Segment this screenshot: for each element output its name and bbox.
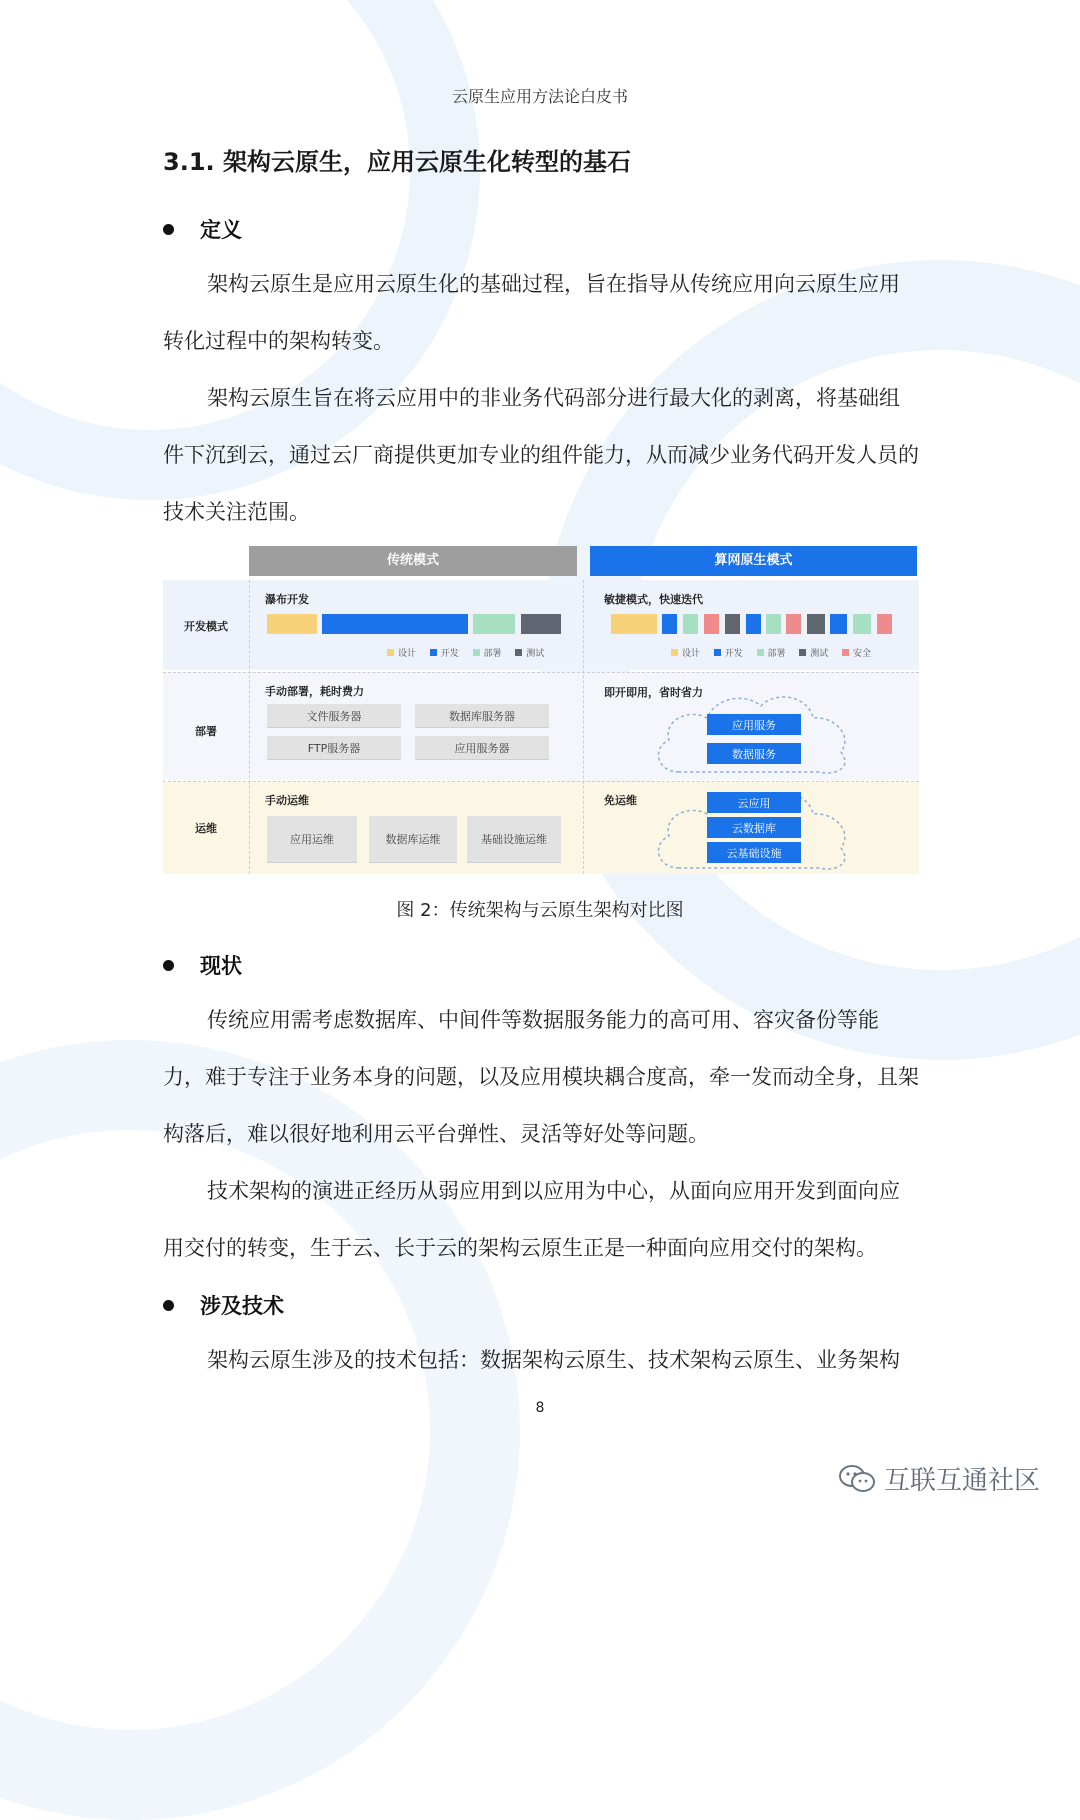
agile-iteration-bar: [807, 614, 825, 634]
paragraph: 技术架构的演进正经历从弱应用到以应用为中心，从面向应用开发到面向应用交付的转变，生于云、长于云的架构云原生正是一种面向应用交付的架构。: [163, 1179, 900, 1260]
divider: [163, 672, 919, 673]
agile-iteration-bar: [704, 614, 719, 634]
heading-label: 定义: [200, 218, 242, 242]
dev-traditional-legend: 设计 开发 部署 测试: [387, 646, 544, 659]
row-label-dev: 开发模式: [184, 620, 228, 633]
server-box: 数据库服务器: [415, 704, 549, 727]
agile-iteration-bar: [830, 614, 847, 634]
ops-box: 应用运维: [267, 816, 357, 862]
wechat-icon: [838, 1464, 876, 1494]
section-title: 3.1. 架构云原生，应用云原生化转型的基石: [163, 148, 631, 176]
figure-caption: 图 2：传统架构与云原生架构对比图: [396, 900, 684, 921]
agile-design-bar: [611, 614, 657, 634]
agile-iteration-bar: [662, 614, 677, 634]
bullet-icon: [163, 960, 174, 971]
bullet-icon: [163, 224, 174, 235]
bullet-icon: [163, 1300, 174, 1311]
row-label-ops: 运维: [195, 822, 217, 835]
cloud-ops-box: 云数据库: [707, 817, 801, 838]
bullet-heading-tech: [163, 1290, 284, 1320]
waterfall-test-bar: [521, 614, 561, 634]
divider: [249, 580, 250, 874]
cloud-service-box: 应用服务: [707, 714, 801, 735]
cloud-ops-box: 云应用: [707, 792, 801, 813]
paragraph: 传统应用需考虑数据库、中间件等数据服务能力的高可用、容灾备份等能力，难于专注于业务本身的问题，以及应用模块耦合度高，牵一发而动全身，且架构落后，难以很好地利用云平台弹性、灵活等好处等问题。: [163, 1008, 919, 1146]
architecture-comparison-figure: [163, 544, 919, 874]
deploy-traditional-title: 手动部署，耗时费力: [265, 685, 364, 698]
cloud-ops-box: 云基础设施: [707, 842, 801, 863]
dev-cloud-legend: 设计 开发 部署 测试 安全: [671, 646, 871, 659]
ops-box: 基础设施运维: [467, 816, 561, 862]
waterfall-deploy-bar: [473, 614, 515, 634]
waterfall-design-bar: [267, 614, 317, 634]
column-header-traditional: 传统模式: [249, 546, 577, 576]
agile-iteration-bar: [766, 614, 781, 634]
agile-iteration-bar: [746, 614, 761, 634]
ops-cloud-title: 免运维: [604, 794, 637, 807]
waterfall-develop-bar: [322, 614, 468, 634]
watermark-text: 互联互通社区: [884, 1466, 1041, 1496]
dev-traditional-title: 瀑布开发: [265, 593, 309, 606]
column-header-cloud-native: 算网原生模式: [590, 546, 917, 576]
deploy-cloud-title: 即开即用，省时省力: [604, 686, 703, 699]
cloud-service-box: 数据服务: [707, 743, 801, 764]
paragraph: 架构云原生旨在将云应用中的非业务代码部分进行最大化的剥离，将基础组件下沉到云，通过云厂商提供更加专业的组件能力，从而减少业务代码开发人员的技术关注范围。: [163, 386, 919, 524]
paragraph: 架构云原生涉及的技术包括：数据架构云原生、技术架构云原生、业务架构: [207, 1348, 900, 1372]
heading-label: 现状: [200, 954, 242, 978]
heading-label: 涉及技术: [200, 1294, 284, 1318]
running-header: 云原生应用方法论白皮书: [451, 87, 628, 106]
ops-box: 数据库运维: [369, 816, 457, 862]
server-box: 应用服务器: [415, 736, 549, 759]
page-number: 8: [535, 1400, 545, 1416]
server-box: 文件服务器: [267, 704, 401, 727]
dev-cloud-title: 敏捷模式，快速迭代: [604, 593, 703, 606]
row-label-deploy: 部署: [195, 725, 217, 738]
ops-traditional-title: 手动运维: [265, 794, 309, 807]
watermark: [838, 1460, 1040, 1497]
bullet-heading-definition: [163, 214, 242, 244]
server-box: FTP服务器: [267, 736, 401, 759]
bullet-heading-status: [163, 950, 242, 980]
agile-iteration-bar: [725, 614, 740, 634]
agile-iteration-bar: [786, 614, 801, 634]
paragraph: 架构云原生是应用云原生化的基础过程，旨在指导从传统应用向云原生应用转化过程中的架构转变。: [163, 272, 900, 353]
agile-iteration-bar: [853, 614, 871, 634]
agile-iteration-bar: [877, 614, 892, 634]
agile-iteration-bar: [683, 614, 698, 634]
divider: [583, 580, 584, 874]
